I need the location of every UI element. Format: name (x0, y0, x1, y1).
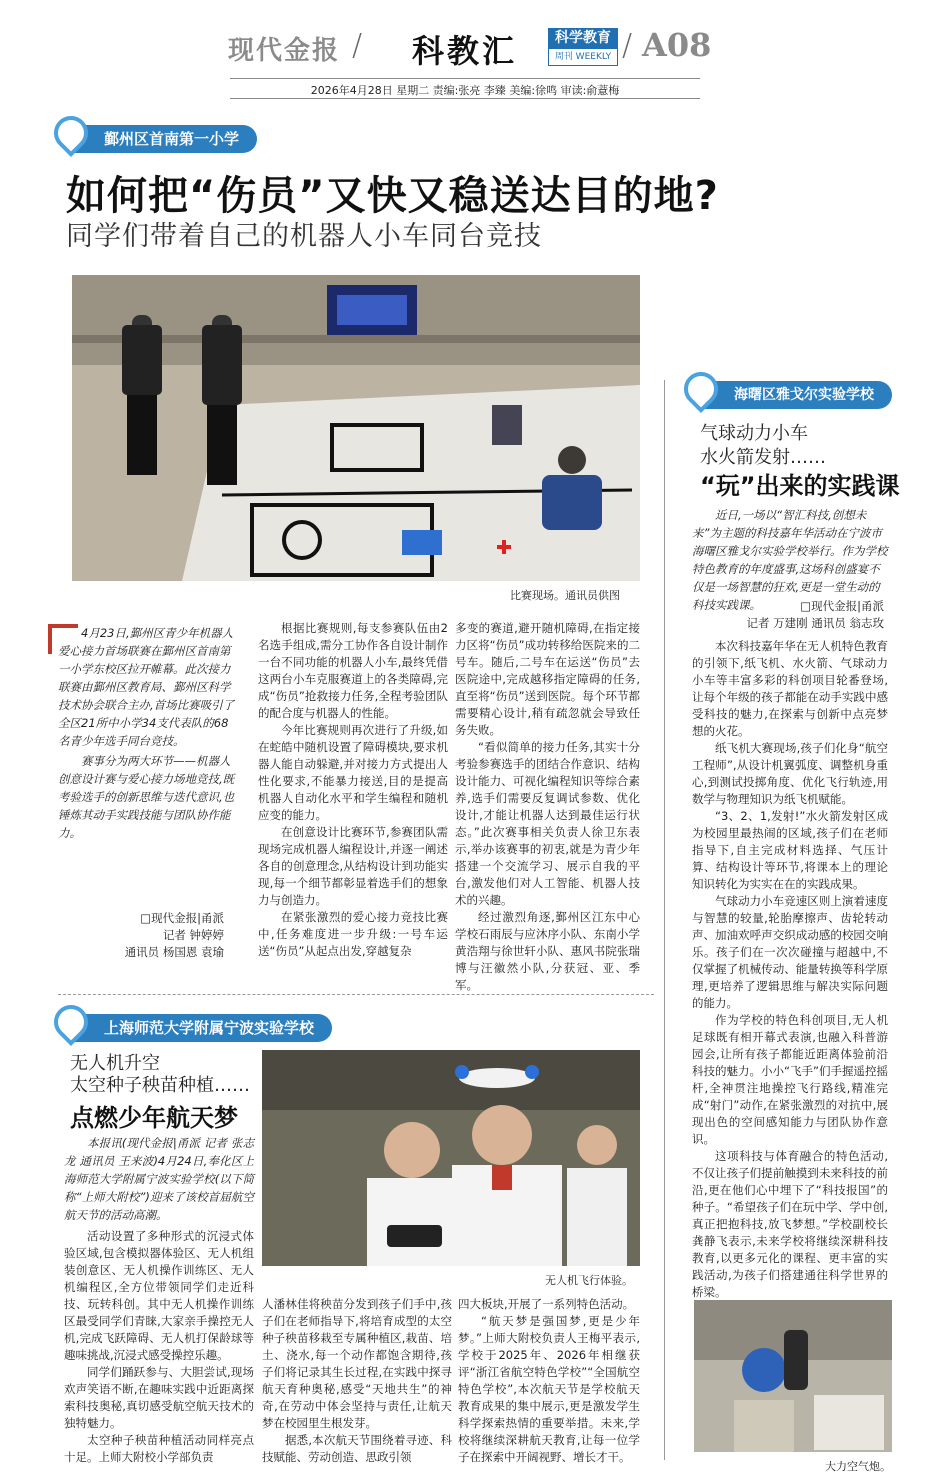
body-paragraph: 气球动力小车竞速区则上演着速度与智慧的较量,轮胎摩擦声、齿轮转动声、加油欢呼声交织成动感的校园交响乐。孩子们在一次次碰撞与超越中,不仅掌握了机械传动、能量转换等科学原理,更培养了逻辑思维与解决实际问题的能力。 (692, 894, 888, 1010)
dateline: 2026年4月28日 星期二 责编:张亮 李臻 美编:徐鸣 审读:俞薏梅 (310, 84, 620, 97)
body-paragraph: 在紧张激烈的爱心接力竞技比赛中,任务难度进一步升级:一号车运送“伤员”从起点出发,穿越复杂 (258, 910, 448, 958)
body-paragraph: 活动设置了多种形式的沉浸式体验区域,包含模拟器体验区、无人机组装创意区、无人机操作训练区、无人机编程区,全方位带领同学们走近科技、玩转科创。其中无人机操作训练区最受同学们青睐,大家亲手操控无人机,完成飞跃障碍、无人机打保龄球等趣味挑战,沉浸式感受操控乐趣。 (64, 1229, 254, 1362)
photo-caption-story3: 无人机飞行体验。 (545, 1274, 633, 1287)
story3-title: 点燃少年航天梦 (70, 1104, 238, 1132)
story1-credit (58, 910, 224, 961)
masthead-paper-name: 现代金报 (228, 36, 341, 66)
intro-paragraph: 本报讯(现代金报|甬派 记者 张志龙 通讯员 王来波)4月24日,奉化区上海师范大学附属宁波实验学校(以下简称“上师大附校”)迎来了该校首届航空航天节的活动高潮。 (64, 1136, 254, 1222)
credit-line: □现代金报|甬派 (140, 911, 224, 925)
body-paragraph: 人潘林佳将秧苗分发到孩子们手中,孩子们在老师指导下,将培育成型的太空种子秧苗移栽至专属种植区,栽苗、培土、浇水,每一个动作都饱含期待,孩子们将记录其生长过程,在实践中探寻航天育种奥秘,感受“天地共生”的神奇,在劳动中体会坚持与责任,让航天梦在校园里生根发芽。 (262, 1297, 452, 1430)
masthead-divider: / (352, 28, 363, 63)
weekly-title: 科学教育 (548, 28, 618, 48)
story3-subtitle-1: 无人机升空 (70, 1053, 160, 1074)
section-tag-story1: 鄞州区首南第一小学 (70, 125, 257, 153)
body-paragraph: 纸飞机大赛现场,孩子们化身“航空工程师”,从设计机翼弧度、调整机身重心,到测试投掷角度、优化飞行轨迹,用数学与物理知识为纸飞机赋能。 (692, 741, 888, 806)
drone-experience-photo (262, 1050, 640, 1266)
masthead-section: 科教汇 (412, 32, 518, 70)
body-paragraph: 在创意设计比赛环节,参赛团队需现场完成机器人编程设计,并逐一阐述各自的创意理念,从结构设计到功能实现,每一个细节都彰显着选手们的想象力与创造力。 (258, 825, 448, 907)
credit-line: □现代金报|甬派 (800, 599, 884, 613)
body-paragraph: 经过激烈角逐,鄞州区江东中心学校石雨辰与应沐序小队、东南小学黄浩翔与徐世轩小队、惠风书院张瑞博与汪徽然小队,分获冠、亚、季军。 (455, 910, 640, 992)
story1-intro (58, 624, 238, 844)
credit-line: 记者 万建刚 通讯员 翁志玫 (746, 616, 884, 630)
section-tag-story3: 上海师范大学附属宁波实验学校 (70, 1014, 332, 1042)
body-paragraph: 太空种子秧苗种植活动同样亮点十足。上师大附校小学部负责 (64, 1433, 254, 1464)
air-cannon-photo (694, 1300, 892, 1452)
body-paragraph: “看似简单的接力任务,其实十分考验参赛选手的团结合作意识、结构设计能力、可视化编程知识等综合素养,选手们需要反复调试参数、优化设计,才能让机器人达到最佳运行状态。”此次赛事相关负责人徐卫东表示,举办该赛事的初衷,就是为青少年搭建一个交流学习、展示自我的平台,激发他们对人工智能、机器人技术的兴趣。 (455, 740, 640, 907)
intro-paragraph: 近日,一场以“智汇科技,创想未来”为主题的科技嘉年华活动在宁波市海曙区雅戈尔实验学校举行。作为学校特色教育的年度盛事,这场科创盛宴不仅是一场智慧的狂欢,更是一堂生动的科技实践课。 (692, 508, 888, 612)
story2-title: “玩”出来的实践课 (700, 472, 900, 500)
body-paragraph: 作为学校的特色科创项目,无人机足球既有相开幕式表演,也融入科普游园会,让所有孩子都能近距离体验前沿科技的魅力。小小“飞手”们手握遥控摇杆,全神贯注地操控飞行路线,精准完成“射门”动作,在紧张激烈的对抗中,展现出色的空间感知能力与团队协作意识。 (692, 1013, 888, 1146)
intro-paragraph: 赛事分为两大环节——机器人创意设计赛与爱心接力场地竞技,既考验选手的创新思维与迭代意识,也锤炼其动手实践技能与团队协作能力。 (58, 754, 235, 840)
story3-column-2 (262, 1296, 452, 1466)
column-divider (664, 380, 665, 1460)
masthead-divider-2: / (622, 28, 633, 63)
story2-body (692, 638, 888, 1301)
body-paragraph: 多变的赛道,避开随机障碍,在指定接力区将“伤员”成功转移给医院来的二号车。随后,二号车在运送“伤员”去医院途中,完成越移指定障碍的任务,直至将“伤员”送到医院。每个环节都需要精心设计,稍有疏忽就会导致任务失败。 (455, 621, 640, 737)
photo-illustration (694, 1300, 892, 1452)
section-divider (58, 994, 654, 995)
masthead-rule-bottom (230, 98, 700, 99)
weekly-subtitle: 周刊 WEEKLY (548, 48, 618, 66)
body-paragraph: 根据比赛规则,每支参赛队伍由2名选手组成,需分工协作各自设计制作一台不同功能的机器人小车,最终凭借这两台小车克服赛道上的各类障碍,完成“伤员”抢救接力任务,全程考验团队的配合度与机器人的性能。 (258, 621, 448, 720)
intro-accent-bar (48, 624, 52, 654)
story2-credit (692, 598, 884, 632)
body-paragraph: 同学们踊跃参与、大胆尝试,现场欢声笑语不断,在趣味实践中近距离探索科技奥秘,真切感受航空航天技术的独特魅力。 (64, 1365, 254, 1430)
story3-column-3 (458, 1296, 640, 1466)
intro-paragraph: 4月23日,鄞州区青少年机器人爱心接力首场联赛在鄞州区首南第一小学东校区拉开帷幕。此次接力联赛由鄞州区教育局、鄞州区科学技术协会联合主办,首场比赛吸引了全区21所中小学34支代表队的68名青少年选手同台竞技。 (58, 626, 235, 748)
body-paragraph: 本次科技嘉年华在无人机特色教育的引领下,纸飞机、水火箭、气球动力小车等丰富多彩的科创项目轮番登场,让每个年级的孩子都能在动手实践中感受科技的魅力,在探索与创新中点亮梦想的火花。 (692, 639, 888, 738)
masthead-rule-top (230, 78, 700, 79)
story2-subtitle-1: 气球动力小车 (700, 423, 808, 444)
body-paragraph: “3、2、1,发射!”水火箭发射区成为校园里最热闹的区域,孩子们在老师指导下,自主完成材料选择、气压计算、结构设计等环节,将课本上的理论知识转化为实实在在的实践成果。 (692, 809, 888, 891)
story3-subtitle-2: 太空种子秧苗种植…… (70, 1075, 250, 1096)
credit-line: 通讯员 杨国恩 袁瑜 (124, 945, 224, 959)
headline: 如何把“伤员”又快又稳送达目的地? (66, 173, 719, 219)
robot-competition-photo (72, 275, 640, 581)
body-paragraph: 据悉,本次航天节围绕着寻迹、科技赋能、劳动创造、思政引领 (262, 1433, 452, 1464)
page-number: A08 (642, 26, 712, 64)
body-paragraph: 今年比赛规则再次进行了升级,如在蛇皓中随机设置了障碍模块,要求机器人能自动躲避,并对接力方式提出人性化要求,不能暴力接送,目的是提高机器人自动化水平和学生编程和随机应变的能力。 (258, 723, 448, 822)
masthead-weekly-logo (548, 28, 618, 68)
story1-column-2 (258, 620, 448, 960)
body-paragraph: “航天梦是强国梦,更是少年梦。”上师大附校负责人王梅平表示,学校于2025年、2026年相继获评“浙江省航空特色学校”“全国航空特色学校”,本次航天节是学校航天教育成果的集中展示,更是激发学生科学探索热情的重要举措。未来,学校将继续深耕航天教育,让每一位学子在探索中开阔视野、增长才干。 (458, 1314, 640, 1464)
credit-line: 记者 钟婷婷 (162, 928, 224, 942)
story3-column-1 (64, 1134, 254, 1466)
body-paragraph: 四大板块,开展了一系列特色活动。 (458, 1297, 635, 1311)
photo-illustration (72, 275, 640, 581)
story1-column-3 (455, 620, 640, 994)
subheadline: 同学们带着自己的机器人小车同台竞技 (66, 221, 542, 252)
photo-caption-story2: 大力空气炮。 (825, 1460, 891, 1473)
story2-subtitle-2: 水火箭发射…… (700, 447, 826, 468)
body-paragraph: 这项科技与体育融合的特色活动,不仅让孩子们提前触摸到未来科技的前沿,更在他们心中埋下了“科技报国”的种子。“希望孩子们在玩中学、学中创,真正把抱科技,放飞梦想。”学校副校长龚静飞表示,未来学校将继续深耕科技教育,以更多元化的课程、更丰富的实践活动,为孩子们搭建通往科学世界的桥梁。 (692, 1149, 888, 1299)
section-tag-story2: 海曙区雅戈尔实验学校 (700, 381, 892, 409)
photo-illustration (262, 1050, 640, 1266)
photo-caption-story1: 比赛现场。通讯员供图 (510, 589, 620, 602)
